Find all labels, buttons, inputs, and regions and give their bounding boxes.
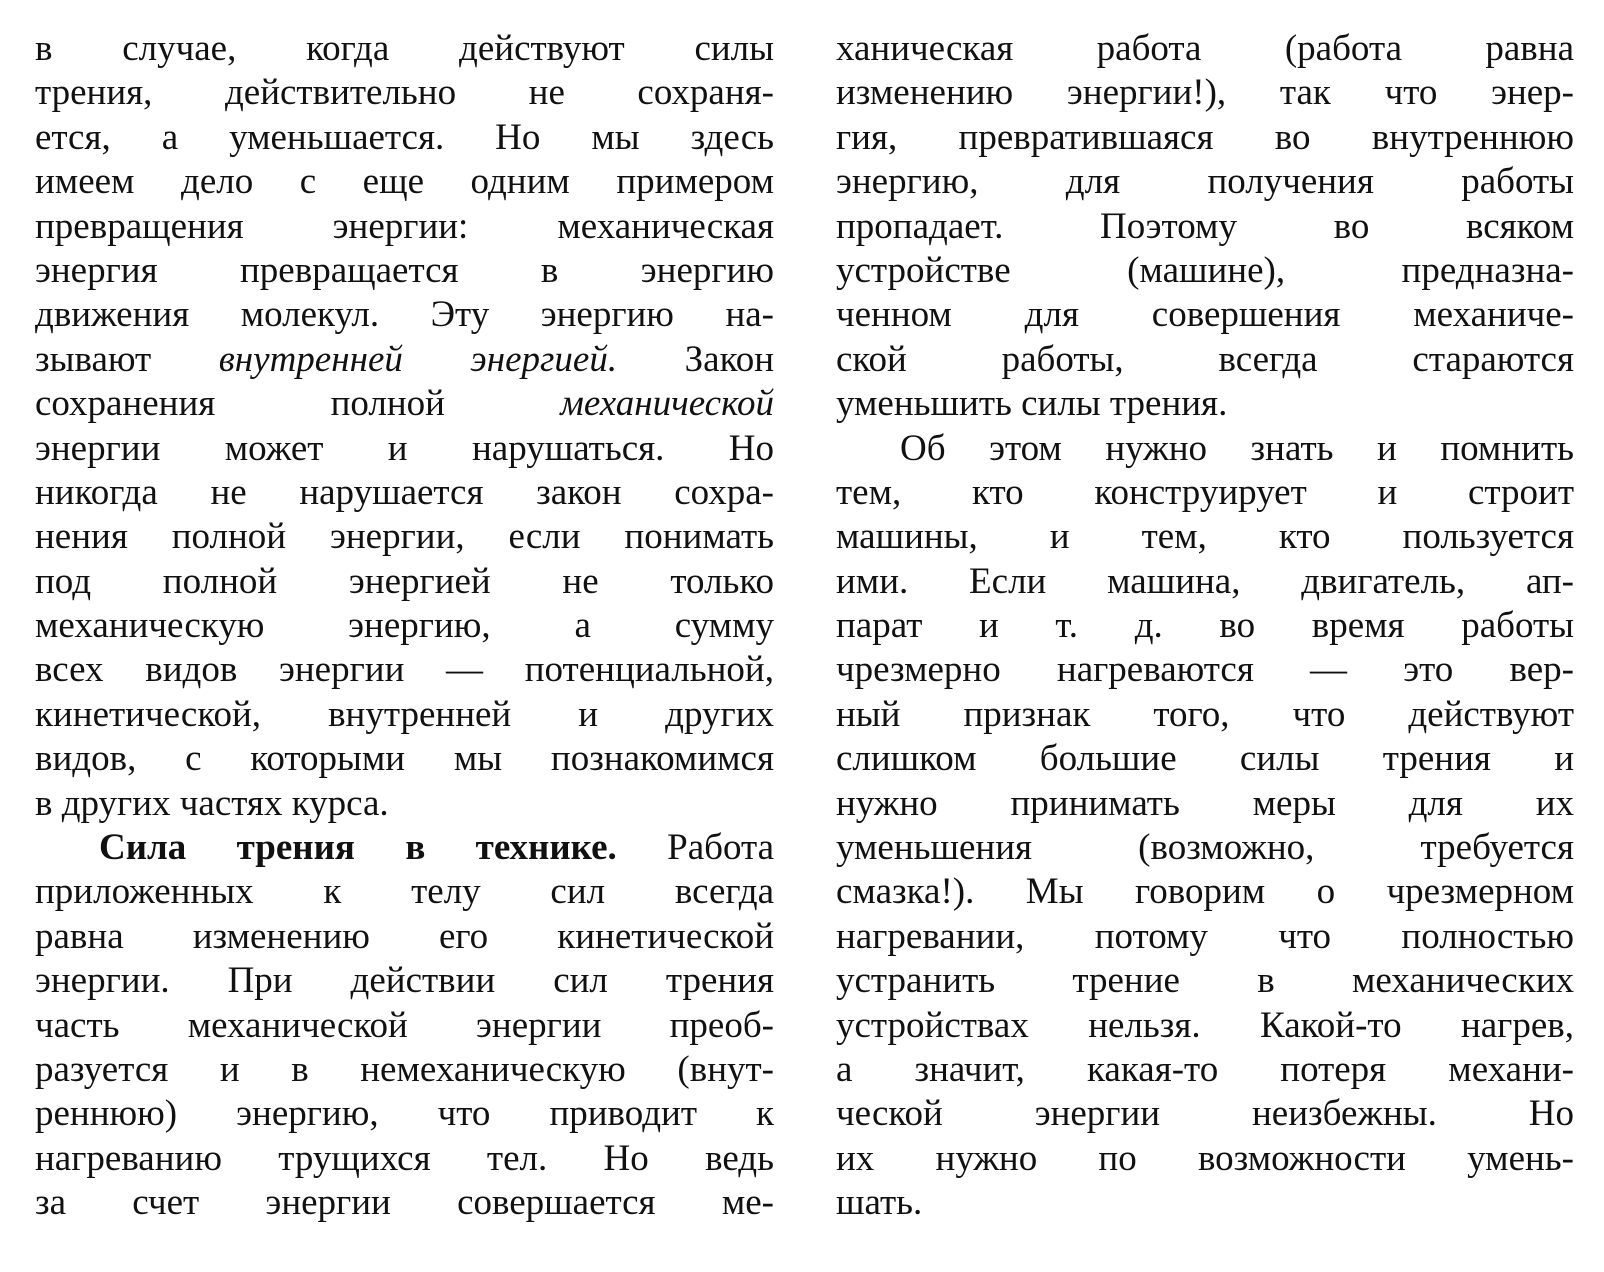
text-line: тем, кто конструирует и строит: [836, 471, 1574, 513]
text-line: устройстве (машине), предназна-: [836, 249, 1574, 291]
text-line: ный признак того, что действуют: [836, 693, 1574, 735]
text-line: равна изменению его кинетической: [35, 915, 774, 957]
text-line: [35, 338, 774, 382]
text-line: шать.: [836, 1182, 923, 1224]
text-fragment: Работа: [616, 827, 774, 869]
text-line: чрезмерно нагреваются — это вер-: [836, 649, 1574, 691]
text-line: гия, превратившаяся во внутреннюю: [836, 116, 1574, 158]
text-line: реннюю) энергию, что приводит к: [35, 1093, 774, 1135]
section-heading: Сила трения в технике.: [99, 827, 617, 869]
text-line: кинетической, внутренней и других: [35, 693, 774, 735]
text-line: энергии. При действии сил трения: [35, 960, 774, 1002]
text-line: ческой энергии неизбежны. Но: [836, 1093, 1574, 1135]
text-line: смазка!). Мы говорим о чрезмерном: [836, 871, 1574, 913]
section-heading-line: [35, 826, 774, 870]
text-fragment: сохранения полной: [35, 383, 561, 425]
text-line: превращения энергии: механическая: [35, 205, 774, 247]
text-line: в других частях курса.: [35, 782, 389, 824]
text-line: уменьшения (возможно, требуется: [836, 827, 1574, 869]
text-column-right: [836, 27, 1574, 1226]
text-column-left: [35, 27, 774, 1226]
text-fragment: Закон: [617, 338, 774, 380]
text-line: энергии может и нарушаться. Но: [35, 427, 774, 469]
text-line: под полной энергией не только: [35, 560, 774, 602]
text-line: энергия превращается в энергию: [35, 249, 774, 291]
text-line: всех видов энергии — потенциальной,: [35, 649, 774, 691]
text-line: нагреванию трущихся тел. Но ведь: [35, 1137, 774, 1179]
text-line: пропадает. Поэтому во всяком: [836, 205, 1574, 247]
text-line: трения, действительно не сохраня-: [35, 72, 774, 114]
text-line: машины, и тем, кто пользуется: [836, 516, 1574, 558]
text-line: видов, с которыми мы познакомимся: [35, 738, 774, 780]
text-line: устранить трение в механических: [836, 960, 1574, 1002]
text-line: часть механической энергии преоб-: [35, 1004, 774, 1046]
text-line: ется, а уменьшается. Но мы здесь: [35, 116, 774, 158]
text-line: уменьшить силы трения.: [836, 383, 1228, 425]
text-line: приложенных к телу сил всегда: [35, 871, 774, 913]
text-line: нагревании, потому что полностью: [836, 915, 1574, 957]
text-line: ханическая работа (работа равна: [836, 28, 1574, 69]
text-line: имеем дело с еще одним примером: [35, 161, 774, 203]
text-line: энергию, для получения работы: [836, 161, 1574, 203]
paragraph-first-line: Об этом нужно знать и помнить: [900, 427, 1574, 469]
italic-term-mechanical: механической: [560, 383, 774, 425]
text-line: нужно принимать меры для их: [836, 782, 1574, 824]
text-line: нения полной энергии, если понимать: [35, 516, 774, 558]
text-line: устройствах нельзя. Какой-то нагрев,: [836, 1004, 1574, 1046]
text-line: за счет энергии совершается ме-: [35, 1182, 774, 1224]
text-line: ской работы, всегда стараются: [836, 338, 1574, 380]
text-line: ченном для совершения механиче-: [836, 294, 1574, 336]
text-line: [35, 382, 774, 426]
text-line: их нужно по возможности умень-: [836, 1137, 1574, 1179]
italic-term-internal-energy: внутренней энергией.: [218, 338, 618, 380]
text-line: парат и т. д. во время работы: [836, 605, 1574, 647]
text-line: разуется и в немеханическую (внут-: [35, 1048, 774, 1090]
text-fragment: зывают: [35, 338, 219, 380]
text-line: слишком большие силы трения и: [836, 738, 1574, 780]
text-line: никогда не нарушается закон сохра-: [35, 471, 774, 513]
text-line: движения молекул. Эту энергию на-: [35, 294, 774, 336]
text-line: в случае, когда действуют силы: [35, 28, 774, 69]
text-line: ими. Если машина, двигатель, ап-: [836, 560, 1574, 602]
text-line: изменению энергии!), так что энер-: [836, 72, 1574, 114]
text-line: механическую энергию, а сумму: [35, 605, 774, 647]
text-line: а значит, какая-то потеря механи-: [836, 1048, 1574, 1090]
